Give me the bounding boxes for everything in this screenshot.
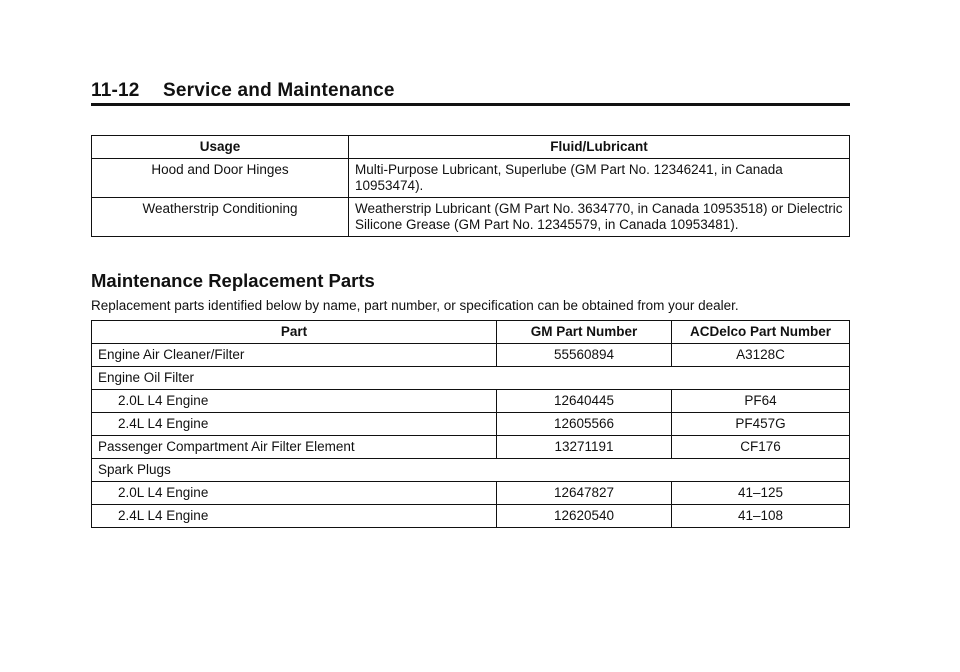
acdelco-number-cell: 41–108 [672, 505, 850, 528]
part-name-cell: Engine Air Cleaner/Filter [92, 344, 497, 367]
acdelco-number-cell: PF64 [672, 390, 850, 413]
maintenance-intro: Replacement parts identified below by name, part number, or specification can be obtained from your dealer. [91, 298, 739, 313]
part-name-cell: 2.4L L4 Engine [92, 413, 497, 436]
table-group-row [92, 459, 850, 482]
column-header-acdelco-number: ACDelco Part Number [672, 321, 850, 344]
part-group-cell: Spark Plugs [92, 459, 850, 482]
table-row [92, 159, 850, 198]
page-header [91, 80, 850, 102]
table-header-row [92, 136, 850, 159]
column-header-usage: Usage [92, 136, 349, 159]
gm-number-cell: 55560894 [497, 344, 672, 367]
part-name-cell: 2.0L L4 Engine [92, 482, 497, 505]
page-number: 11-12 [91, 80, 140, 101]
gm-number-cell: 12640445 [497, 390, 672, 413]
table-row [92, 390, 850, 413]
part-name-cell: 2.4L L4 Engine [92, 505, 497, 528]
table-row [92, 436, 850, 459]
table-row [92, 344, 850, 367]
gm-number-cell: 12647827 [497, 482, 672, 505]
column-header-part: Part [92, 321, 497, 344]
table-header-row [92, 321, 850, 344]
table-row [92, 482, 850, 505]
part-name-cell: Passenger Compartment Air Filter Element [92, 436, 497, 459]
acdelco-number-cell: PF457G [672, 413, 850, 436]
acdelco-number-cell: CF176 [672, 436, 850, 459]
usage-cell: Hood and Door Hinges [92, 159, 349, 198]
section-title: Service and Maintenance [163, 80, 395, 101]
part-name-cell: 2.0L L4 Engine [92, 390, 497, 413]
part-group-cell: Engine Oil Filter [92, 367, 850, 390]
replacement-parts-table [91, 320, 850, 528]
table-row [92, 413, 850, 436]
column-header-gm-number: GM Part Number [497, 321, 672, 344]
fluid-lubricant-table [91, 135, 850, 237]
usage-cell: Weatherstrip Conditioning [92, 198, 349, 237]
column-header-fluid: Fluid/Lubricant [349, 136, 850, 159]
table-row [92, 198, 850, 237]
gm-number-cell: 12620540 [497, 505, 672, 528]
table-row [92, 505, 850, 528]
gm-number-cell: 12605566 [497, 413, 672, 436]
header-rule [91, 103, 850, 106]
fluid-cell: Multi-Purpose Lubricant, Superlube (GM Part No. 12346241, in Canada 10953474). [349, 159, 850, 198]
table-group-row [92, 367, 850, 390]
acdelco-number-cell: A3128C [672, 344, 850, 367]
fluid-cell: Weatherstrip Lubricant (GM Part No. 3634770, in Canada 10953518) or Dielectric Silicone Grease (GM Part No. 12345579, in Canada 10953481). [349, 198, 850, 237]
maintenance-heading: Maintenance Replacement Parts [91, 270, 375, 291]
gm-number-cell: 13271191 [497, 436, 672, 459]
acdelco-number-cell: 41–125 [672, 482, 850, 505]
